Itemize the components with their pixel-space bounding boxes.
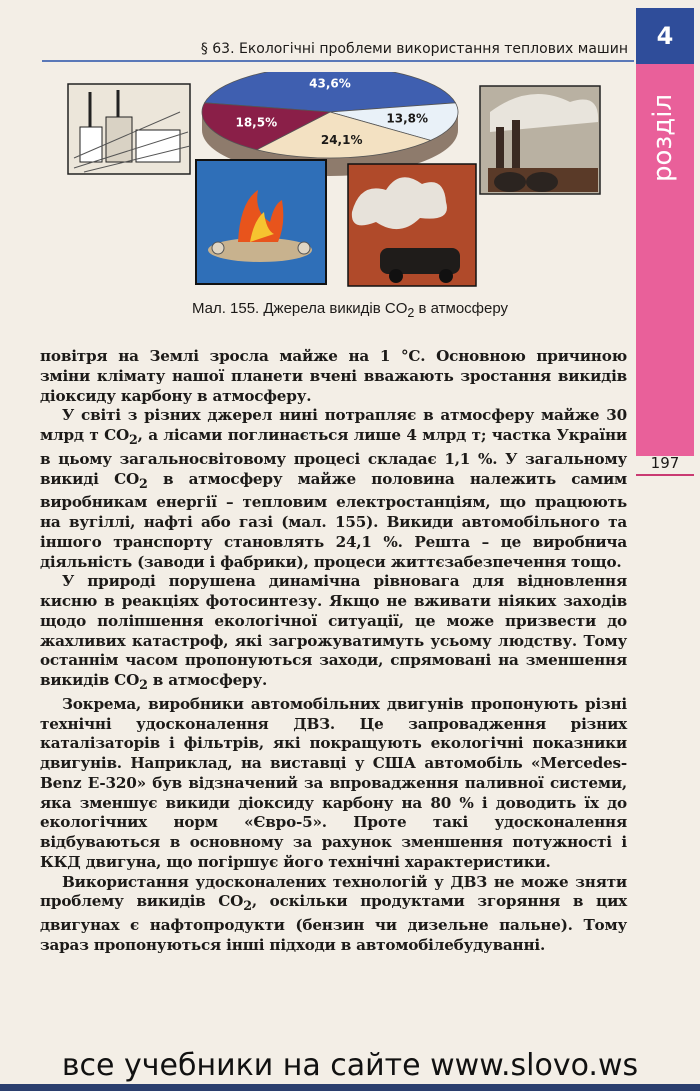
paragraph: У природі порушена динамічна рівновага для відновлення кисню в реакціях фотосинтезу. Якщо не вживати ніяких заходів щодо поліпшення екологічної ситуації, це може призвести до жахливих катастроф, які загрожуватимуть усьому людству. Тому останнім часом пропонуються заходи, спрямовані на зменшення викидів $CO_2$ в атмосферу. xyxy=(40,572,627,693)
pie-slice-label: 43,6% xyxy=(309,76,351,91)
chapter-label: розділ xyxy=(648,93,678,183)
campfire-picture xyxy=(196,160,326,284)
pie-slice-label: 24,1% xyxy=(320,133,363,148)
figure-caption: Мал. 155. Джерела викидів $CO_2$ в атмосферу xyxy=(191,300,509,320)
power-plant-picture xyxy=(68,84,190,174)
main-text xyxy=(40,347,627,956)
pie-slice-label: 18,5% xyxy=(235,115,278,130)
page-number: 197 xyxy=(636,452,694,476)
paragraph: У світі з різних джерел нині потрапляє в атмосферу майже 30 млрд т $CO_2$, а лісами поглинається лише 4 млрд т; частка України в цьому загальносвітовому процесі складає 1,1 %. У загальному викиді $CO_2$ в атмосферу майже половина належить самим виробникам енергії – тепловим електростанціям, що працюють на вугіллі, нафті або газі (мал. 155). Викиди автомобільного та іншого транспорту становлять 24,1 %. Решта – це виробнича діяльність (заводи і фабрики), процеси життєзабезпечення тощо. xyxy=(40,406,627,571)
footer-bar xyxy=(0,1084,700,1091)
figure-co2-sources xyxy=(60,72,620,294)
footer-text: все учебники на сайте www.slovo.ws xyxy=(61,1048,639,1083)
figure-illustration xyxy=(60,72,620,294)
section-title: § 63. Екологічні проблеми використання теплових машин xyxy=(200,41,628,57)
pie-slice-label: 13,8% xyxy=(386,111,429,126)
footer-banner xyxy=(0,1048,700,1083)
paragraph: повітря на Землі зросла майже на 1 °С. Основною причиною зміни клімату нашої планети вчені вважають зростання викидів діоксиду карбону в атмосферу. xyxy=(40,347,627,405)
factory-picture xyxy=(480,86,600,194)
paragraph: Зокрема, виробники автомобільних двигунів пропонують різні технічні удосконалення ДВЗ. Це запровадження різних каталізаторів і фільтрів, які покращують екологічні показники двигунів. Наприклад, на виставці у США автомобіль «Mercedes-Benz E-320» був відзначений за впровадження паливної системи, яка зменшує викиди діоксиду карбону на 80 % і доводить їх до екологічних норм «Євро-5». Проте такі удосконалення відбуваються в основному за рахунок зменшення потужності і ККД двигуна, що погіршує його технічні характеристики. xyxy=(40,694,627,871)
paragraph: Використання удосконалених технологій у ДВЗ не може зняти проблему викидів $CO_2$, оскільки продуктами згоряння в цих двигунах є нафтопродукти (бензин чи дизельне пальне). Тому зараз пропонуються інші підходи в автомобілебудуванні. xyxy=(40,872,627,954)
chapter-number: 4 xyxy=(636,8,694,64)
chapter-tab xyxy=(636,8,694,456)
section-header xyxy=(42,38,634,62)
traffic-smoke-picture xyxy=(348,164,476,286)
